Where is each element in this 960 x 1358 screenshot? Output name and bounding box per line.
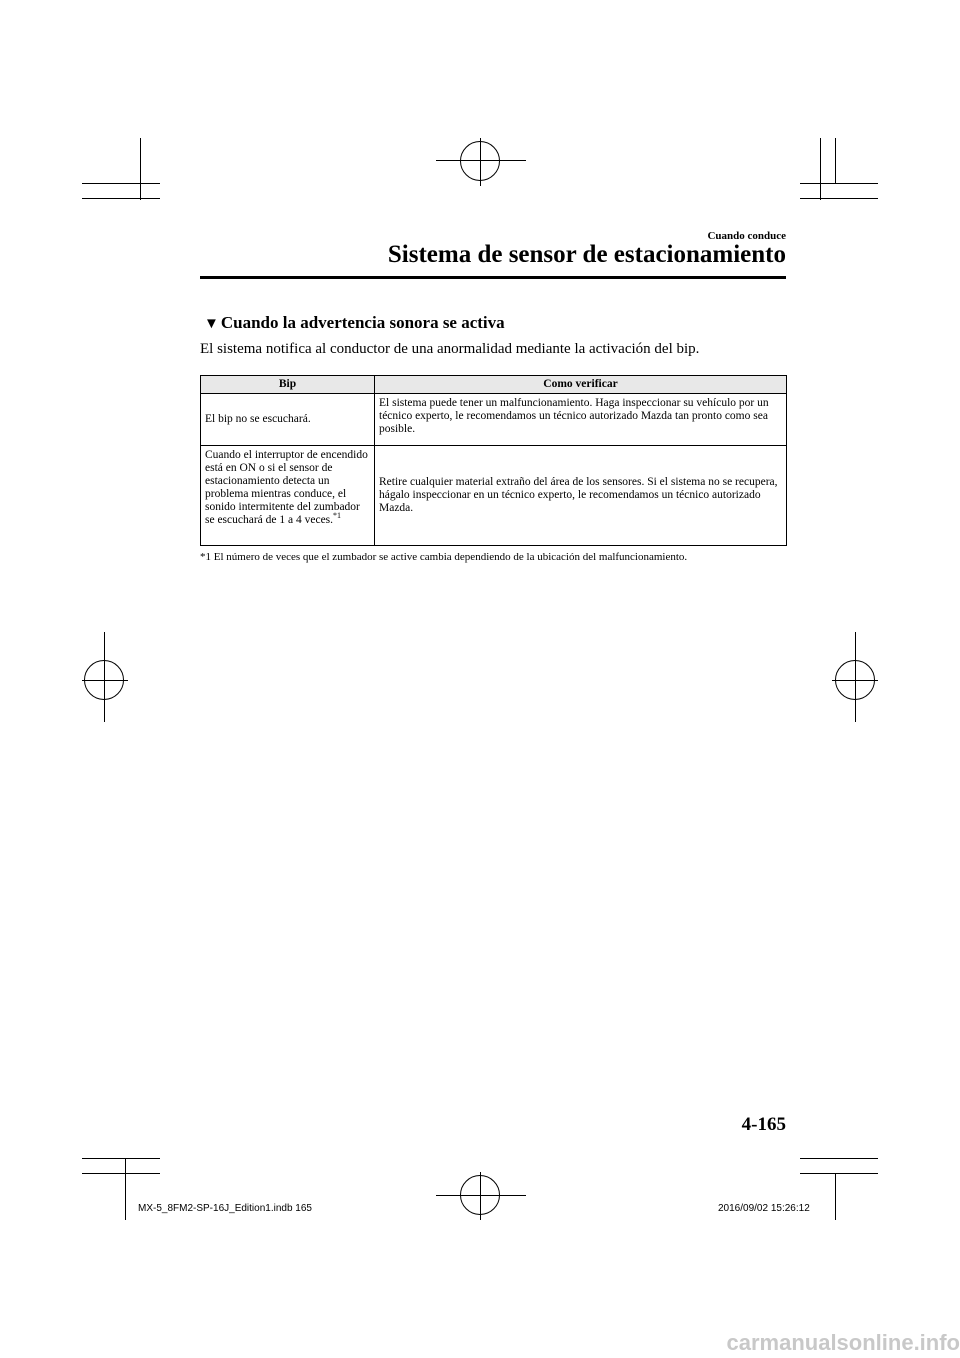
table-cell-check: El sistema puede tener un malfuncionamiento. Haga inspeccionar su vehículo por un técnico experto, le recomendamos un técnico autorizado Mazda tan pronto como sea posible. [375, 394, 787, 446]
table-cell-bip [201, 446, 375, 546]
crop-mark [82, 183, 160, 184]
table-row [201, 394, 787, 446]
watermark: carmanualsonline.info [726, 1330, 960, 1355]
crop-mark [800, 1158, 878, 1159]
crop-mark [82, 1173, 160, 1174]
table-cell-bip: El bip no se escuchará. [201, 394, 375, 446]
registration-mark [460, 141, 500, 181]
crop-mark [82, 198, 160, 199]
triangle-down-icon: ▼ [204, 316, 219, 332]
crop-mark [820, 138, 821, 200]
registration-mark [460, 1175, 500, 1215]
crop-mark [800, 183, 878, 184]
crop-mark [82, 1158, 160, 1159]
table-cell-check: Retire cualquier material extraño del área de los sensores. Si el sistema no se recupera, hágalo inspeccionar en un técnico experto, le recomendamos un técnico autorizado Mazda. [375, 446, 787, 546]
column-header-bip: Bip [201, 376, 375, 394]
header-divider [200, 276, 786, 279]
table-header-row [201, 376, 787, 394]
table-cell-bip-text: Cuando el interruptor de encendido está en ON o si el sensor de estacionamiento detecta un problema mientras conduce, el sonido intermitente del zumbador se escuchará de 1 a 4 veces. [205, 449, 368, 526]
registration-mark [835, 660, 875, 700]
page-number: 4-165 [741, 1114, 786, 1135]
page-title: Sistema de sensor de estacionamiento [387, 241, 786, 268]
chapter-label: Cuando conduce [707, 230, 786, 242]
crop-mark [800, 198, 878, 199]
crop-mark [835, 138, 836, 183]
crop-mark [835, 1173, 836, 1220]
print-date-info: 2016/09/02 15:26:12 [718, 1203, 810, 1214]
crop-mark [140, 138, 141, 200]
intro-text: El sistema notifica al conductor de una anormalidad mediante la activación del bip. [200, 341, 700, 357]
print-file-info: MX-5_8FM2-SP-16J_Edition1.indb 165 [138, 1203, 312, 1214]
warning-table [200, 375, 787, 546]
table-row [201, 446, 787, 546]
crop-mark [125, 1158, 126, 1220]
footnote: *1 El número de veces que el zumbador se active cambia dependiendo de la ubicación del malfuncionamiento. [200, 551, 688, 563]
registration-mark [84, 660, 124, 700]
crop-mark [800, 1173, 878, 1174]
column-header-check: Como verificar [375, 376, 787, 394]
footnote-reference: *1 [333, 511, 342, 521]
section-heading [204, 313, 505, 333]
section-heading-text: Cuando la advertencia sonora se activa [220, 313, 505, 332]
